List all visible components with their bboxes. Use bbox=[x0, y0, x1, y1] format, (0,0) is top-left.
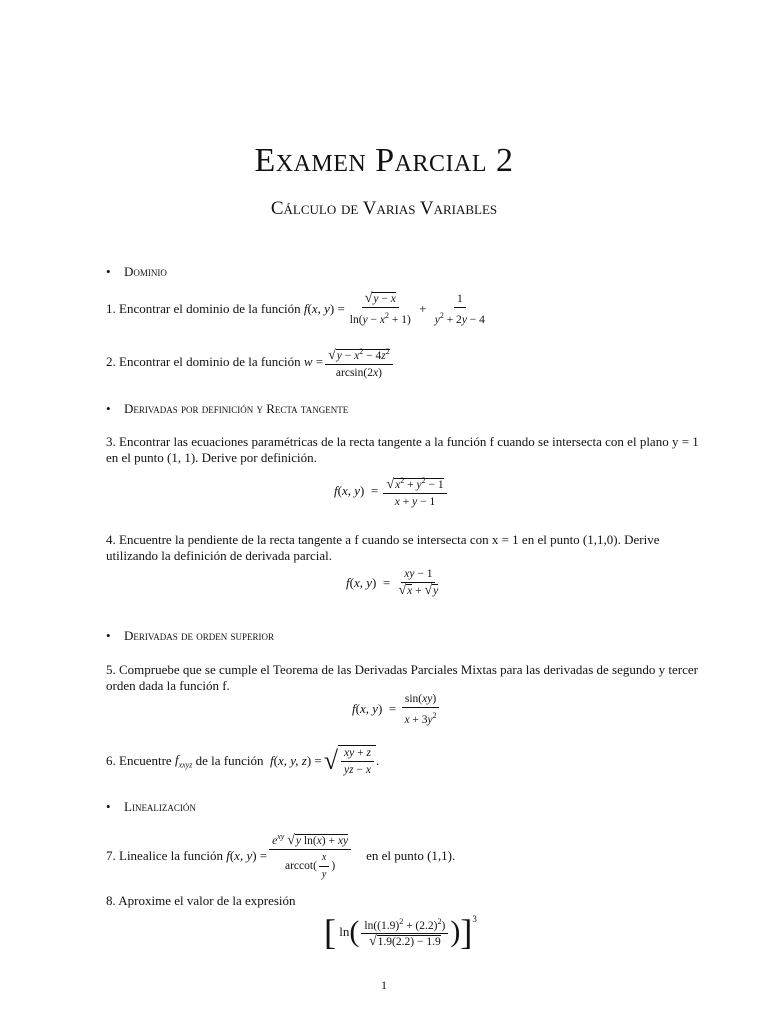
problem-text: 2. Encontrar el dominio de la función bbox=[106, 354, 301, 370]
section-label: Derivadas por definición y Recta tangente bbox=[124, 401, 349, 416]
problem-5: 5. Compruebe que se cumple el Teorema de las Derivadas Parciales Mixtas para las derivadas de segundo y tercer orden dada la función f. bbox=[106, 662, 698, 693]
problem-8: 8. Aproxime el valor de la expresión bbox=[106, 893, 296, 908]
bullet: • bbox=[106, 264, 111, 279]
section-label: Dominio bbox=[124, 264, 167, 279]
section-heading-linealizacion bbox=[106, 799, 196, 815]
math-fraction: $\frac{√y - x}{\ln(y - x^2 + 1)}$ bbox=[349, 291, 411, 326]
math-expression: f(x, y) = bbox=[226, 847, 268, 863]
math-fraction: $\frac{\sin(xy)}{x + 3y^2}$ bbox=[401, 692, 439, 727]
problem-4-equation bbox=[346, 567, 443, 598]
left-bracket: [ bbox=[324, 912, 336, 952]
math-expression: $f_{xxyz}$ bbox=[174, 752, 193, 770]
section-heading-dominio bbox=[106, 264, 167, 280]
bullet: • bbox=[106, 799, 111, 814]
section-heading-derivadas-definicion bbox=[106, 401, 348, 417]
exam-title: Examen Parcial 2 bbox=[254, 142, 514, 179]
math-expression: w = bbox=[303, 354, 324, 370]
math-fraction: $\frac{√y - x^2 - 4z^2}{\arcsin(2x)}$ bbox=[325, 345, 393, 380]
problem-2 bbox=[106, 345, 395, 380]
bullet: • bbox=[106, 401, 111, 416]
math-fraction: $\frac{√x^2 + y^2 - 1}{x + y - 1}$ bbox=[383, 474, 446, 509]
problem-text: 6. Encuentre bbox=[106, 753, 172, 768]
exam-subtitle: Cálculo de Varias Variables bbox=[270, 198, 498, 219]
problem-text: 7. Linealice la función bbox=[106, 847, 223, 863]
page-number: 1 bbox=[381, 978, 387, 992]
math-expression: f(x, y) = bbox=[346, 574, 394, 590]
left-paren: ( bbox=[349, 915, 360, 948]
radical-sign: √ bbox=[323, 746, 339, 775]
problem-5-equation bbox=[352, 692, 442, 727]
problem-7 bbox=[106, 830, 455, 882]
section-heading-orden-superior bbox=[106, 628, 274, 644]
problem-text: en el punto (1,1). bbox=[366, 847, 456, 863]
problem-8-equation: [ ln ( $\frac{\ln((1.9)^2 + (2.2)^2)}{√1.9(2.2) - 1.9}$ ) ] $^3$ bbox=[324, 912, 477, 952]
problem-4: 4. Encuentre la pendiente de la recta tangente a f cuando se intersecta con x = 1 en el punto (1,1,0). Derive utilizando la definición de derivada parcial. bbox=[106, 532, 660, 563]
problem-text: 1. Encontrar el dominio de la función bbox=[106, 301, 301, 317]
right-paren: ) bbox=[450, 915, 461, 948]
math-fraction: $\frac{1}{y^2 + 2y - 4}$ bbox=[434, 293, 485, 326]
bullet: • bbox=[106, 628, 111, 643]
problem-text: de la función bbox=[195, 753, 264, 768]
math-fraction: $\frac{\ln((1.9)^2 + (2.2)^2)}{√1.9(2.2) - 1.9}$ bbox=[361, 915, 448, 950]
math-expression: f(x, y) = bbox=[303, 301, 345, 317]
problem-3: 3. Encontrar las ecuaciones paramétricas de la recta tangente a la función f cuando se intersecta con el plano y = 1 en el punto (1, 1). Derive por definición. bbox=[106, 434, 699, 465]
math-fraction: $e^{xy}$ √y ln(x) + xy arccot( $\frac{x}{y}$ ) bbox=[269, 830, 351, 882]
section-label: Linealización bbox=[124, 799, 196, 814]
math-expression: ln bbox=[336, 924, 350, 939]
problem-6: 6. Encuentre $f_{xxyz}$ de la función f(x, y, z) = √ $\frac{xy + z}{yz - x}$ . bbox=[106, 746, 380, 776]
right-bracket: ] bbox=[460, 912, 473, 952]
math-expression: f(x, y) = bbox=[352, 701, 400, 717]
math-expression: f(x, y, z) = bbox=[269, 753, 322, 768]
math-fraction: $\frac{xy - 1}{√x + √y}$ bbox=[398, 568, 439, 598]
problem-1: 1. Encontrar el dominio de la función f(x, y) = $\frac{√y - x}{\ln(y - x^2 + 1)}$ + $\frac{1}{y^2 + 2y - 4}$ bbox=[106, 292, 490, 327]
section-label: Derivadas de orden superior bbox=[124, 628, 274, 643]
problem-3-equation bbox=[334, 474, 449, 509]
math-expression: f(x, y) = bbox=[334, 483, 382, 499]
math-fraction: $\frac{xy + z}{yz - x}$ bbox=[338, 745, 376, 777]
